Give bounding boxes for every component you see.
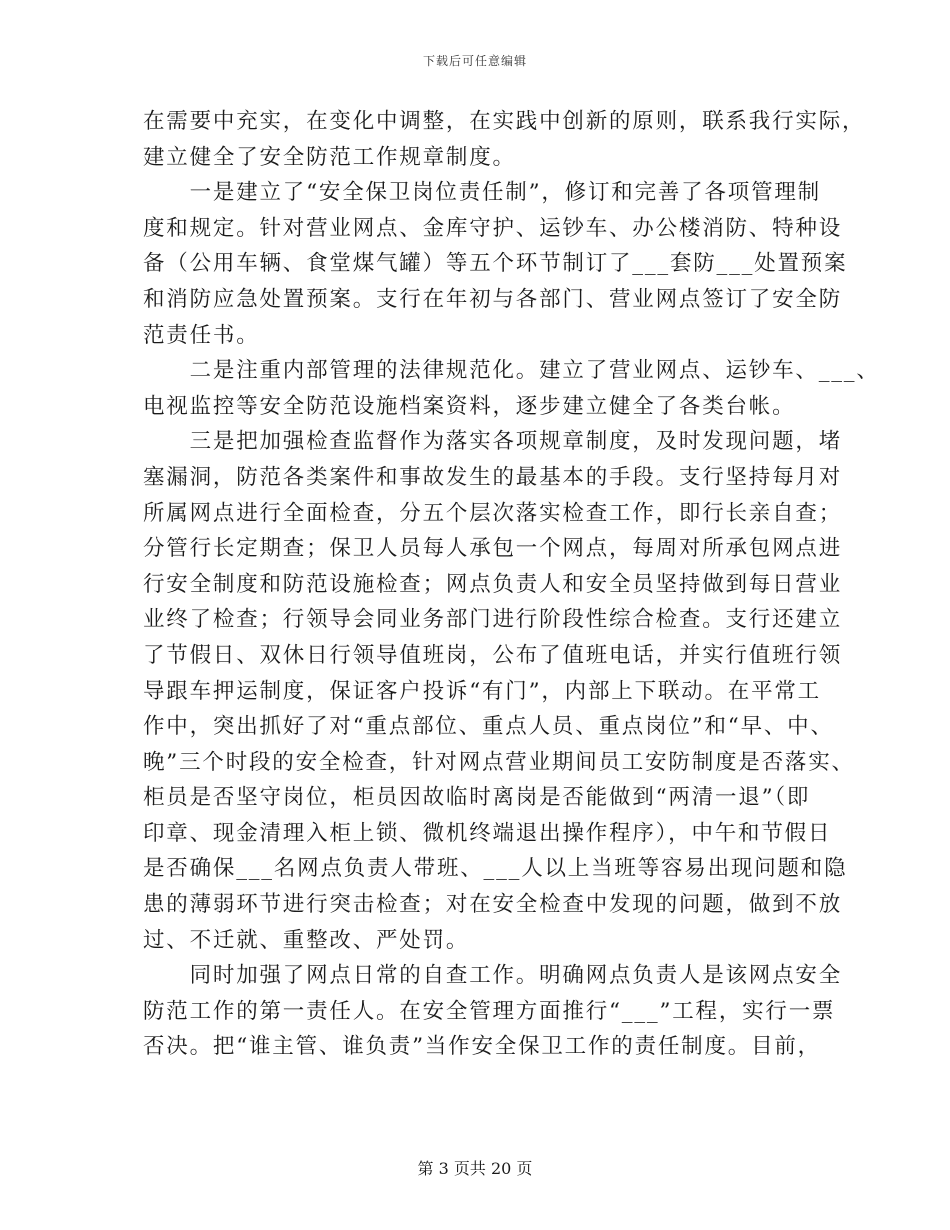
text-line: 同时加强了网点日常的自查工作。明确网点负责人是该网点安全 <box>143 963 843 989</box>
text-line: 三是把加强检查监督作为落实各项规章制度，及时发现问题，堵 <box>143 429 843 455</box>
text-line: 患的薄弱环节进行突击检查；对在安全检查中发现的问题，做到不放 <box>143 892 843 918</box>
text-line: 了节假日、双休日行领导值班岗，公布了值班电话，并实行值班行领 <box>143 642 843 668</box>
text-line: 晚”三个时段的安全检查，针对网点营业期间员工安防制度是否落实、 <box>143 749 855 775</box>
page-header: 下载后可任意编辑 <box>422 54 527 68</box>
text-line: 作中，突出抓好了对“重点部位、重点人员、重点岗位”和“早、中、 <box>143 714 834 740</box>
text-line: 业终了检查；行领导会同业务部门进行阶段性综合检查。支行还建立 <box>143 607 843 633</box>
text-line: 是否确保___名网点负责人带班、___人以上当班等容易出现问题和隐 <box>143 856 848 882</box>
text-line: 备（公用车辆、食堂煤气罐）等五个环节制订了___套防___处置预案 <box>143 251 848 277</box>
text-line: 一是建立了“安全保卫岗位责任制”，修订和完善了各项管理制 <box>143 180 821 206</box>
text-line: 塞漏洞，防范各类案件和事故发生的最基本的手段。支行坚持每月对 <box>143 464 843 490</box>
page-number: 第 3 页共 20 页 <box>417 1159 533 1178</box>
document-body <box>143 104 880 1065</box>
text-line: 建立健全了安全防范工作规章制度。 <box>143 144 516 170</box>
text-line: 柜员是否坚守岗位，柜员因故临时离岗是否能做到“两清一退”（即 <box>143 785 811 811</box>
text-line: 电视监控等安全防范设施档案资料，逐步建立健全了各类台帐。 <box>143 393 796 419</box>
text-line: 过、不迁就、重整改、严处罚。 <box>143 927 470 953</box>
text-line: 在需要中充实，在变化中调整，在实践中创新的原则，联系我行实际， <box>143 109 866 134</box>
text-line: 分管行长定期查；保卫人员每人承包一个网点，每周对所承包网点进 <box>143 536 843 562</box>
text-line: 度和规定。针对营业网点、金库守护、运钞车、办公楼消防、特种设 <box>143 215 843 241</box>
text-line: 导跟车押运制度，保证客户投诉“有门”，内部上下联动。在平常工 <box>143 678 821 704</box>
text-line: 否决。把“谁主管、谁负责”当作安全保卫工作的责任制度。目前， <box>143 1034 821 1060</box>
text-line: 和消防应急处置预案。支行在年初与各部门、营业网点签订了安全防 <box>143 286 843 312</box>
text-line: 防范工作的第一责任人。在安全管理方面推行“___”工程，实行一票 <box>143 998 836 1024</box>
text-line: 二是注重内部管理的法律规范化。建立了营业网点、运钞车、___、 <box>143 358 880 384</box>
text-line: 印章、现金清理入柜上锁、微机终端退出操作程序），中午和节假日 <box>143 820 832 846</box>
text-line: 范责任书。 <box>143 322 260 348</box>
text-line: 行安全制度和防范设施检查；网点负责人和安全员坚持做到每日营业 <box>143 571 843 597</box>
text-line: 所属网点进行全面检查，分五个层次落实检查工作，即行长亲自查； <box>143 500 843 526</box>
